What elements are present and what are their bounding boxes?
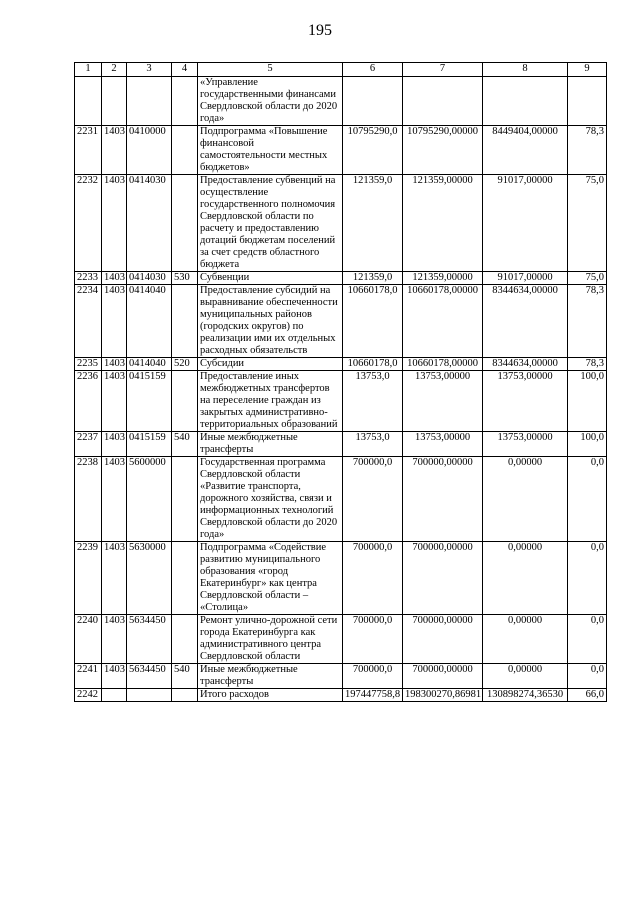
expense-name: Государственная программа Свердловской области «Развитие транспорта, дорожного хозяйства, связи и информационных технологий Свердловской области до 2020 года» — [198, 457, 343, 542]
execution-percent: 0,0 — [568, 664, 607, 689]
table-row — [75, 457, 607, 542]
actual-amount — [483, 77, 568, 126]
expense-name: Субсидии — [198, 358, 343, 371]
revised-amount: 700000,00000 — [403, 615, 483, 664]
approved-amount: 10660178,0 — [343, 285, 403, 358]
expense-type-code — [172, 615, 198, 664]
section-code: 1403 — [102, 175, 127, 272]
execution-percent: 78,3 — [568, 126, 607, 175]
section-code: 1403 — [102, 432, 127, 457]
revised-amount: 700000,00000 — [403, 457, 483, 542]
actual-amount: 91017,00000 — [483, 272, 568, 285]
section-code: 1403 — [102, 664, 127, 689]
table-row — [75, 126, 607, 175]
approved-amount: 10795290,0 — [343, 126, 403, 175]
actual-amount: 8344634,00000 — [483, 358, 568, 371]
row-number: 2231 — [75, 126, 102, 175]
page-number: 195 — [308, 22, 332, 39]
expense-type-code: 530 — [172, 272, 198, 285]
row-number: 2241 — [75, 664, 102, 689]
revised-amount: 10795290,00000 — [403, 126, 483, 175]
column-header: 1 — [75, 63, 102, 77]
approved-amount: 13753,0 — [343, 371, 403, 432]
column-header: 7 — [403, 63, 483, 77]
actual-amount: 13753,00000 — [483, 432, 568, 457]
target-article-code: 0414030 — [127, 175, 172, 272]
revised-amount: 121359,00000 — [403, 272, 483, 285]
revised-amount: 10660178,00000 — [403, 285, 483, 358]
target-article-code: 0415159 — [127, 432, 172, 457]
target-article-code: 0410000 — [127, 126, 172, 175]
revised-amount: 700000,00000 — [403, 664, 483, 689]
actual-amount: 0,00000 — [483, 457, 568, 542]
section-code: 1403 — [102, 371, 127, 432]
expense-type-code — [172, 126, 198, 175]
section-code: 1403 — [102, 272, 127, 285]
section-code — [102, 77, 127, 126]
approved-amount: 700000,0 — [343, 542, 403, 615]
execution-percent: 0,0 — [568, 457, 607, 542]
execution-percent: 0,0 — [568, 542, 607, 615]
section-code — [102, 689, 127, 702]
section-code: 1403 — [102, 358, 127, 371]
expense-name: Подпрограмма «Содействие развитию муниципального образования «город Екатеринбург» как центра Свердловской области – «Столица» — [198, 542, 343, 615]
header-row — [75, 63, 607, 77]
approved-amount: 197447758,8 — [343, 689, 403, 702]
expense-type-code — [172, 542, 198, 615]
actual-amount: 130898274,36530 — [483, 689, 568, 702]
expense-type-code — [172, 371, 198, 432]
approved-amount: 700000,0 — [343, 664, 403, 689]
expense-name: Предоставление субсидий на выравнивание обеспеченности муниципальных районов (городских округов) по реализации ими их отдельных расходных обязательств — [198, 285, 343, 358]
expense-type-code: 520 — [172, 358, 198, 371]
table-row — [75, 432, 607, 457]
expense-name: Предоставление субвенций на осуществление государственного полномочия Свердловской области по расчету и предоставлению дотаций бюджетам поселений за счет средств областного бюджета — [198, 175, 343, 272]
actual-amount: 8344634,00000 — [483, 285, 568, 358]
column-header: 3 — [127, 63, 172, 77]
table-row — [75, 272, 607, 285]
expense-name: Субвенции — [198, 272, 343, 285]
budget-table — [74, 62, 607, 702]
revised-amount: 700000,00000 — [403, 542, 483, 615]
execution-percent: 78,3 — [568, 285, 607, 358]
section-code: 1403 — [102, 615, 127, 664]
execution-percent: 66,0 — [568, 689, 607, 702]
revised-amount: 121359,00000 — [403, 175, 483, 272]
target-article-code: 0414040 — [127, 285, 172, 358]
section-code: 1403 — [102, 457, 127, 542]
expense-type-code — [172, 285, 198, 358]
approved-amount: 10660178,0 — [343, 358, 403, 371]
row-number: 2235 — [75, 358, 102, 371]
row-number: 2239 — [75, 542, 102, 615]
expense-name: Ремонт улично-дорожной сети города Екатеринбурга как административного центра Свердловской области — [198, 615, 343, 664]
expense-name: «Управление государственными финансами Свердловской области до 2020 года» — [198, 77, 343, 126]
expense-name: Подпрограмма «Повышение финансовой самостоятельности местных бюджетов» — [198, 126, 343, 175]
section-code: 1403 — [102, 126, 127, 175]
row-number: 2232 — [75, 175, 102, 272]
table-body — [75, 77, 607, 702]
expense-type-code: 540 — [172, 664, 198, 689]
row-number: 2242 — [75, 689, 102, 702]
approved-amount — [343, 77, 403, 126]
execution-percent: 75,0 — [568, 175, 607, 272]
actual-amount: 13753,00000 — [483, 371, 568, 432]
section-code: 1403 — [102, 285, 127, 358]
target-article-code — [127, 689, 172, 702]
column-header: 9 — [568, 63, 607, 77]
execution-percent: 75,0 — [568, 272, 607, 285]
expense-type-code — [172, 689, 198, 702]
target-article-code: 5600000 — [127, 457, 172, 542]
table-row — [75, 664, 607, 689]
revised-amount: 13753,00000 — [403, 432, 483, 457]
table-row — [75, 371, 607, 432]
approved-amount: 700000,0 — [343, 457, 403, 542]
actual-amount: 91017,00000 — [483, 175, 568, 272]
approved-amount: 121359,0 — [343, 272, 403, 285]
table-row — [75, 77, 607, 126]
target-article-code: 0414040 — [127, 358, 172, 371]
table-row — [75, 542, 607, 615]
row-number: 2240 — [75, 615, 102, 664]
expense-name: Предоставление иных межбюджетных трансфертов на переселение граждан из закрытых административно-территориальных образований — [198, 371, 343, 432]
row-number: 2234 — [75, 285, 102, 358]
expense-name: Итого расходов — [198, 689, 343, 702]
section-code: 1403 — [102, 542, 127, 615]
target-article-code: 5634450 — [127, 615, 172, 664]
target-article-code: 0415159 — [127, 371, 172, 432]
expense-type-code: 540 — [172, 432, 198, 457]
actual-amount: 0,00000 — [483, 664, 568, 689]
revised-amount: 198300270,86981 — [403, 689, 483, 702]
approved-amount: 121359,0 — [343, 175, 403, 272]
execution-percent: 78,3 — [568, 358, 607, 371]
execution-percent: 100,0 — [568, 371, 607, 432]
row-number: 2236 — [75, 371, 102, 432]
revised-amount: 13753,00000 — [403, 371, 483, 432]
target-article-code: 0414030 — [127, 272, 172, 285]
row-number — [75, 77, 102, 126]
approved-amount: 700000,0 — [343, 615, 403, 664]
expense-type-code — [172, 77, 198, 126]
column-header: 2 — [102, 63, 127, 77]
column-header: 4 — [172, 63, 198, 77]
target-article-code: 5634450 — [127, 664, 172, 689]
execution-percent: 0,0 — [568, 615, 607, 664]
table-row — [75, 689, 607, 702]
table-row — [75, 175, 607, 272]
table-row — [75, 285, 607, 358]
execution-percent: 100,0 — [568, 432, 607, 457]
actual-amount: 0,00000 — [483, 615, 568, 664]
row-number: 2237 — [75, 432, 102, 457]
revised-amount — [403, 77, 483, 126]
column-header: 6 — [343, 63, 403, 77]
actual-amount: 0,00000 — [483, 542, 568, 615]
revised-amount: 10660178,00000 — [403, 358, 483, 371]
target-article-code — [127, 77, 172, 126]
target-article-code: 5630000 — [127, 542, 172, 615]
expense-name: Иные межбюджетные трансферты — [198, 664, 343, 689]
column-header: 5 — [198, 63, 343, 77]
expense-type-code — [172, 457, 198, 542]
column-header: 8 — [483, 63, 568, 77]
actual-amount: 8449404,00000 — [483, 126, 568, 175]
expense-name: Иные межбюджетные трансферты — [198, 432, 343, 457]
approved-amount: 13753,0 — [343, 432, 403, 457]
expense-type-code — [172, 175, 198, 272]
table-row — [75, 615, 607, 664]
table-row — [75, 358, 607, 371]
execution-percent — [568, 77, 607, 126]
row-number: 2233 — [75, 272, 102, 285]
row-number: 2238 — [75, 457, 102, 542]
